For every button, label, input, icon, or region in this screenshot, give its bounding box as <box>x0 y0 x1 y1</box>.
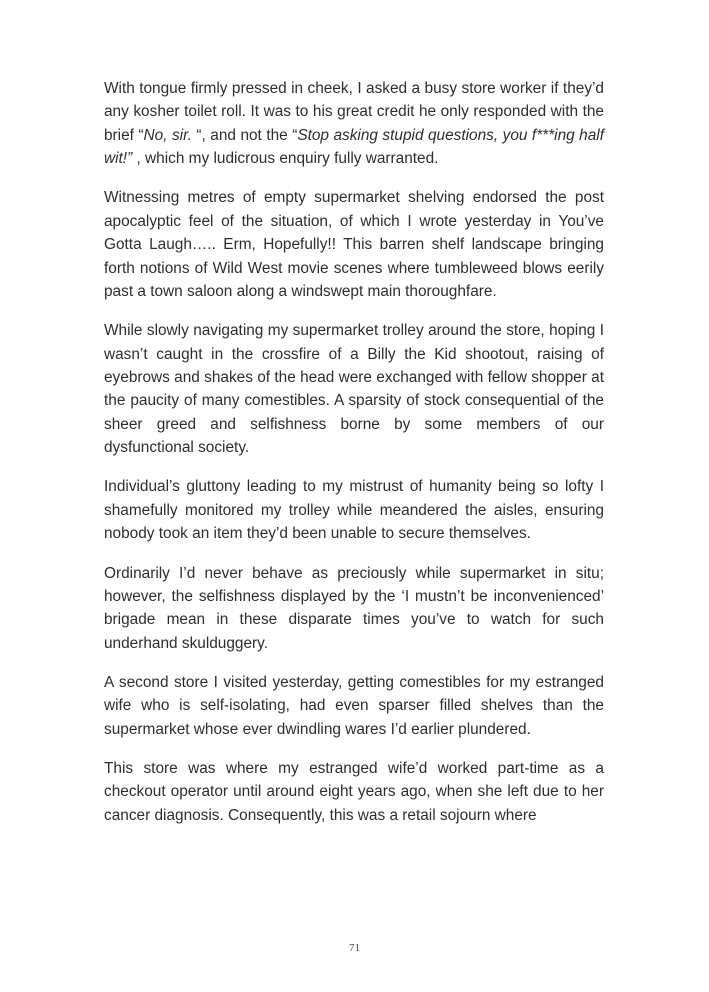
paragraph-1-text-b: “, and not the “ <box>191 126 298 144</box>
page-body <box>104 77 604 843</box>
paragraph-1 <box>104 77 604 171</box>
page-number: 71 <box>349 942 360 954</box>
paragraph-7: This store was where my estranged wife’d worked part-time as a checkout operator until around eight years ago, when she left due to her cancer diagnosis. Consequently, this was a retail sojourn where <box>104 759 604 824</box>
paragraph-5: Ordinarily I’d never behave as preciously while supermarket in situ; however, the selfishness displayed by the ‘I mustn’t be inconvenienced’ brigade mean in these disparate times you’ve to watch for such underhand skulduggery. <box>104 564 604 652</box>
paragraph-4: Individual’s gluttony leading to my mistrust of humanity being so lofty I shamefully monitored my trolley while meandered the aisles, ensuring nobody took an item they’d been unable to secure themselves. <box>104 478 604 543</box>
paragraph-2: Witnessing metres of empty supermarket shelving endorsed the post apocalyptic feel of the situation, of which I wrote yesterday in You’ve Gotta Laugh….. Erm, Hopefully!! This barren shelf landscape bringing forth notions of Wild West movie scenes where tumbleweed blows eerily past a town saloon along a windswept main thoroughfare. <box>104 189 604 301</box>
paragraph-6: A second store I visited yesterday, getting comestibles for my estranged wife who is self-isolating, had even sparser filled shelves than the supermarket whose ever dwindling wares I’d earlier plundered. <box>104 673 604 738</box>
paragraph-1-text-a: With tongue firmly pressed in cheek, I asked a busy store worker if they’d any kosher toilet roll. It was to his great credit he only responded with the brief “ <box>104 80 604 144</box>
quote-stop-asking: Stop asking stupid questions, you f***ing half wit!” <box>104 126 604 168</box>
quote-no-sir: No, sir. <box>143 126 192 144</box>
paragraph-3: While slowly navigating my supermarket trolley around the store, hoping I wasn’t caught in the crossfire of a Billy the Kid shootout, raising of eyebrows and shakes of the head were exchanged with fellow shopper at the paucity of many comestibles. A sparsity of stock consequential of the sheer greed and selfishness borne by some members of our dysfunctional society. <box>104 322 604 457</box>
paragraph-1-text-c: , which my ludicrous enquiry fully warranted. <box>132 150 439 168</box>
